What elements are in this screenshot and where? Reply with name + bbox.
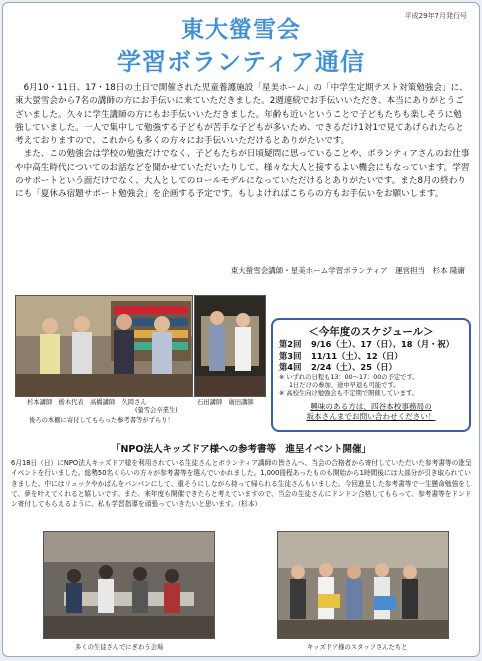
schedule-note-highschool: ※ 高校生向け勉強会も不定期で開催しています。 xyxy=(279,390,419,398)
bottom-left-photo-caption: 多くの生徒さんでにぎわう会場 xyxy=(75,644,164,651)
article-paragraph-1: 6月10・11日、17・18日の土日で開催された児童養護施設「星美ホーム」の「中学生定期テスト対策勉強会」に、東大螢雪会から7名の講師の方にお手伝いに来ていただきました。2週連続でお手伝いいただき、本当にありがとうございました。久々に学生講師の方にもお手伝いいただきました。年齢も近いということで子どもたちも楽しそうに勉強していました。一人で集中して勉強する子どもが苦手な子どもが多いため、できるだけ1対1で見てあげられたらと考えておりますので、これからも多くの方々にお手伝いいただけるとありがたいです。 xyxy=(15,83,468,147)
volunteer-group-photo xyxy=(15,295,193,397)
staff-group-photo-image xyxy=(278,532,448,638)
schedule-note-partial: 1日だけの参加、途中早退も可能です。 xyxy=(289,381,400,389)
schedule-box xyxy=(271,318,471,432)
schedule-note-time: ※ いずれの日程も13：00～17：00の予定です。 xyxy=(279,373,419,381)
schedule-row-dates: 9/16（土）、17（日）、18（月・祝） xyxy=(311,339,455,349)
instructors-photo xyxy=(194,295,266,397)
newsletter-title-org: 東大螢雪会 xyxy=(181,17,301,43)
schedule-row-label: 第3回 xyxy=(279,350,302,361)
contact-info xyxy=(285,402,457,422)
left-photo-caption-books: 後ろの本棚に寄付してもらった参考書等がずらり！ xyxy=(29,417,174,424)
volunteer-group-photo-image xyxy=(16,296,192,396)
right-photo-caption: 石田講師 廣田講師 xyxy=(197,399,254,406)
schedule-title: ＜今年度のスケジュール＞ xyxy=(308,326,434,338)
schedule-row-label: 第4回 xyxy=(279,362,302,372)
left-photo-caption-names: 杉本講師 栃木代表 高橋講師 久岡さん xyxy=(27,399,147,406)
schedule-row-label: 第2回 xyxy=(279,339,302,349)
bottom-right-photo-caption: キッズドア様のスタッフさんたちと xyxy=(307,644,408,651)
left-photo-caption-note: (螢雪会卒業生) xyxy=(135,407,178,414)
section-title: 「NPO法人キッズドア様への参考書等 進呈イベント開催」 xyxy=(110,444,371,455)
newsletter-title-main: 学習ボランティア通信 xyxy=(116,48,366,76)
schedule-row-dates: 11/11（土）、12（日） xyxy=(311,350,403,361)
schedule-row xyxy=(279,339,469,351)
issue-date: 平成29年7月発行号 xyxy=(404,12,467,20)
newsletter-page xyxy=(2,2,480,657)
article-signature: 東大螢雪会講師・星美ホーム学習ボランティア 運営担当 杉本 隆庸 xyxy=(230,266,465,275)
contact-line-2: 坂本さんまでお問い合わせください！ xyxy=(306,412,436,422)
instructors-photo-image xyxy=(195,296,265,396)
section-body: 6月18日（日）にNPO法人キッズドア様を利用されている生徒さんとボランティア講師の皆さんへ、当会の合格者から寄付していただいた参考書等の進呈イベントを行いました。総勢50名くらいの方々が参考書等を選んでいかれました。1,000冊程あったものも開始から1時間後には大部分が引き取られていきました。中にはリュックやかばんをパンパンにして、重そうにしながら持って帰られる生徒さんもいました。今回進呈した参考書等で一生懸命勉強をして、夢を叶えてくれると嬉しいです。また、来年度も開催できたらと考えていますので、当会の生徒さんにドンドン合格してもらって、参考書等をドンドン寄付してもらえるように、私も学習指導を頑張っていきたいと思います。（杉本） xyxy=(11,459,472,509)
schedule-row xyxy=(279,351,469,363)
staff-group-photo xyxy=(277,531,449,639)
article-paragraph-2: また、この勉強会は学校の勉強だけでなく、子どもたちが日頃疑問に思っていることや、ボランティアさんのお仕事や中高生時代についてのお話などを聞かせていただいたりして、様々な大人と接するよい機会にもなっています。学習のサポートという面だけでなく、大人としてのロールモデルになっていただけるとありがたいです。また8月の終わりにも「夏休み宿題サポート勉強会」を企画する予定です。もしよければこちらの方もお手伝いをお願いします。 xyxy=(15,149,470,200)
event-venue-photo xyxy=(43,531,215,639)
contact-line-1: 興味のある方は、四谷本校事務局の xyxy=(310,402,432,412)
schedule-row xyxy=(279,362,469,374)
schedule-row-dates: 2/24（土）、25（日） xyxy=(311,362,397,372)
event-venue-photo-image xyxy=(44,532,214,638)
article-body xyxy=(15,82,470,202)
